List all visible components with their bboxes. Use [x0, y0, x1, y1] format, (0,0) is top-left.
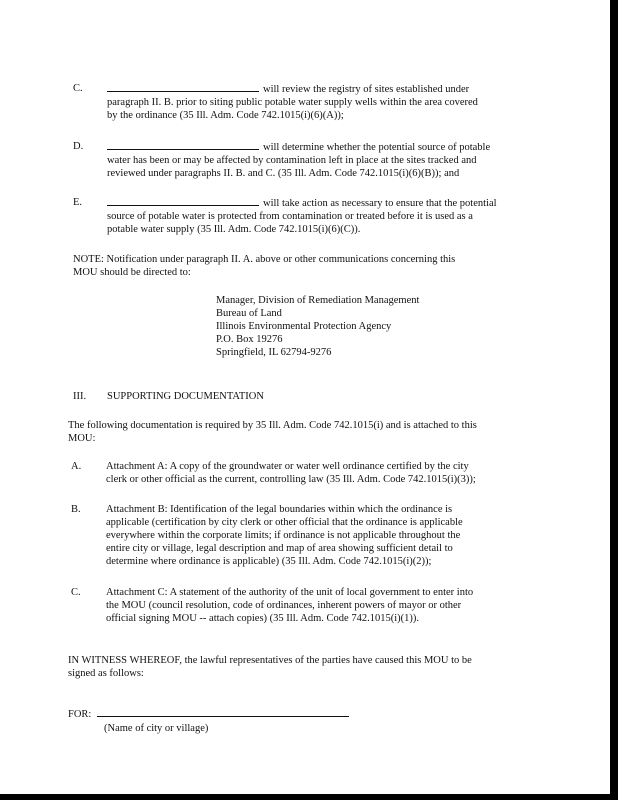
attachment-letter: C. [71, 587, 81, 598]
text-line: potable water supply (35 Ill. Adm. Code 742.1015(i)(6)(C)). [107, 224, 361, 235]
text-line: Attachment A: A copy of the groundwater or water well ordinance certified by the city [106, 461, 469, 472]
text-line: by the ordinance (35 Ill. Adm. Code 742.1015(i)(6)(A)); [107, 110, 344, 121]
attachment-letter: A. [71, 461, 82, 472]
text-line: signed as follows: [68, 668, 144, 679]
attachment-a-text [106, 460, 546, 486]
attachment-b-text [106, 503, 546, 568]
text-line: clerk or other official as the current, controlling law (35 Ill. Adm. Code 742.1015(i)(3)); [106, 474, 476, 485]
text-line: NOTE: Notification under paragraph II. A. above or other communications concerning this [73, 254, 456, 265]
fill-in-blank [107, 196, 259, 206]
text-line: MOU: [68, 433, 96, 444]
text-line: will take action as necessary to ensure that the potential [107, 196, 547, 210]
signature-row [68, 707, 468, 721]
attachment-c-text [106, 586, 546, 625]
address-line: Springfield, IL 62794-9276 [216, 347, 332, 358]
text-line: applicable (certification by city clerk or other official that the ordinance is applicable [106, 517, 463, 528]
text-line: will determine whether the potential source of potable [107, 140, 547, 154]
text-line: reviewed under paragraphs II. B. and C. (35 Ill. Adm. Code 742.1015(i)(6)(B)); and [107, 168, 460, 179]
text-line: determine where ordinance is applicable) (35 Ill. Adm. Code 742.1015(i)(2)); [106, 556, 432, 567]
section-number: III. [73, 391, 87, 402]
text-line: paragraph II. B. prior to siting public potable water supply wells within the area covered [107, 97, 478, 108]
scan-border-bottom [0, 794, 618, 800]
text-line: entire city or village, legal description and map of area showing sufficient detail to [106, 543, 453, 554]
item-c-text [107, 82, 547, 122]
address-line: Bureau of Land [216, 308, 282, 319]
address-line: P.O. Box 19276 [216, 334, 283, 345]
text-line: everywhere within the corporate limits; if ordinance is not applicable throughout the [106, 530, 461, 541]
for-label: FOR: [68, 709, 92, 720]
text-line: IN WITNESS WHEREOF, the lawful representatives of the parties have caused this MOU to be [68, 655, 472, 666]
text-line: official signing MOU -- attach copies) (35 Ill. Adm. Code 742.1015(i)(1)). [106, 613, 419, 624]
fill-in-blank [107, 82, 259, 92]
text-line: the MOU (council resolution, code of ordinances, inherent powers of mayor or other [106, 600, 462, 611]
attachment-letter: B. [71, 504, 81, 515]
note-paragraph [73, 253, 543, 279]
mailing-address [216, 294, 516, 359]
scan-border-right [610, 0, 618, 800]
signature-caption: (Name of city or village) [104, 723, 209, 734]
text-line: will review the registry of sites established under [107, 82, 547, 96]
section-title: SUPPORTING DOCUMENTATION [107, 391, 264, 402]
text-line: source of potable water is protected from contamination or treated before it is used as a [107, 211, 473, 222]
address-line: Illinois Environmental Protection Agency [216, 321, 392, 332]
text-line: water has been or may be affected by contamination left in place at the sites tracked and [107, 155, 477, 166]
item-d-text [107, 140, 547, 180]
intro-paragraph [68, 419, 548, 445]
signature-line[interactable] [97, 707, 349, 717]
text-line: Attachment C: A statement of the authority of the unit of local government to enter into [106, 587, 474, 598]
text-line: Attachment B: Identification of the legal boundaries within which the ordinance is [106, 504, 453, 515]
item-e-text [107, 196, 547, 236]
text-line: The following documentation is required by 35 Ill. Adm. Code 742.1015(i) and is attached to this [68, 420, 477, 431]
signature-block [68, 707, 468, 721]
item-letter: D. [73, 141, 84, 152]
item-letter: C. [73, 83, 83, 94]
fill-in-blank [107, 140, 259, 150]
address-line: Manager, Division of Remediation Management [216, 295, 420, 306]
text-line: MOU should be directed to: [73, 267, 191, 278]
item-letter: E. [73, 197, 83, 208]
witness-paragraph [68, 654, 548, 680]
